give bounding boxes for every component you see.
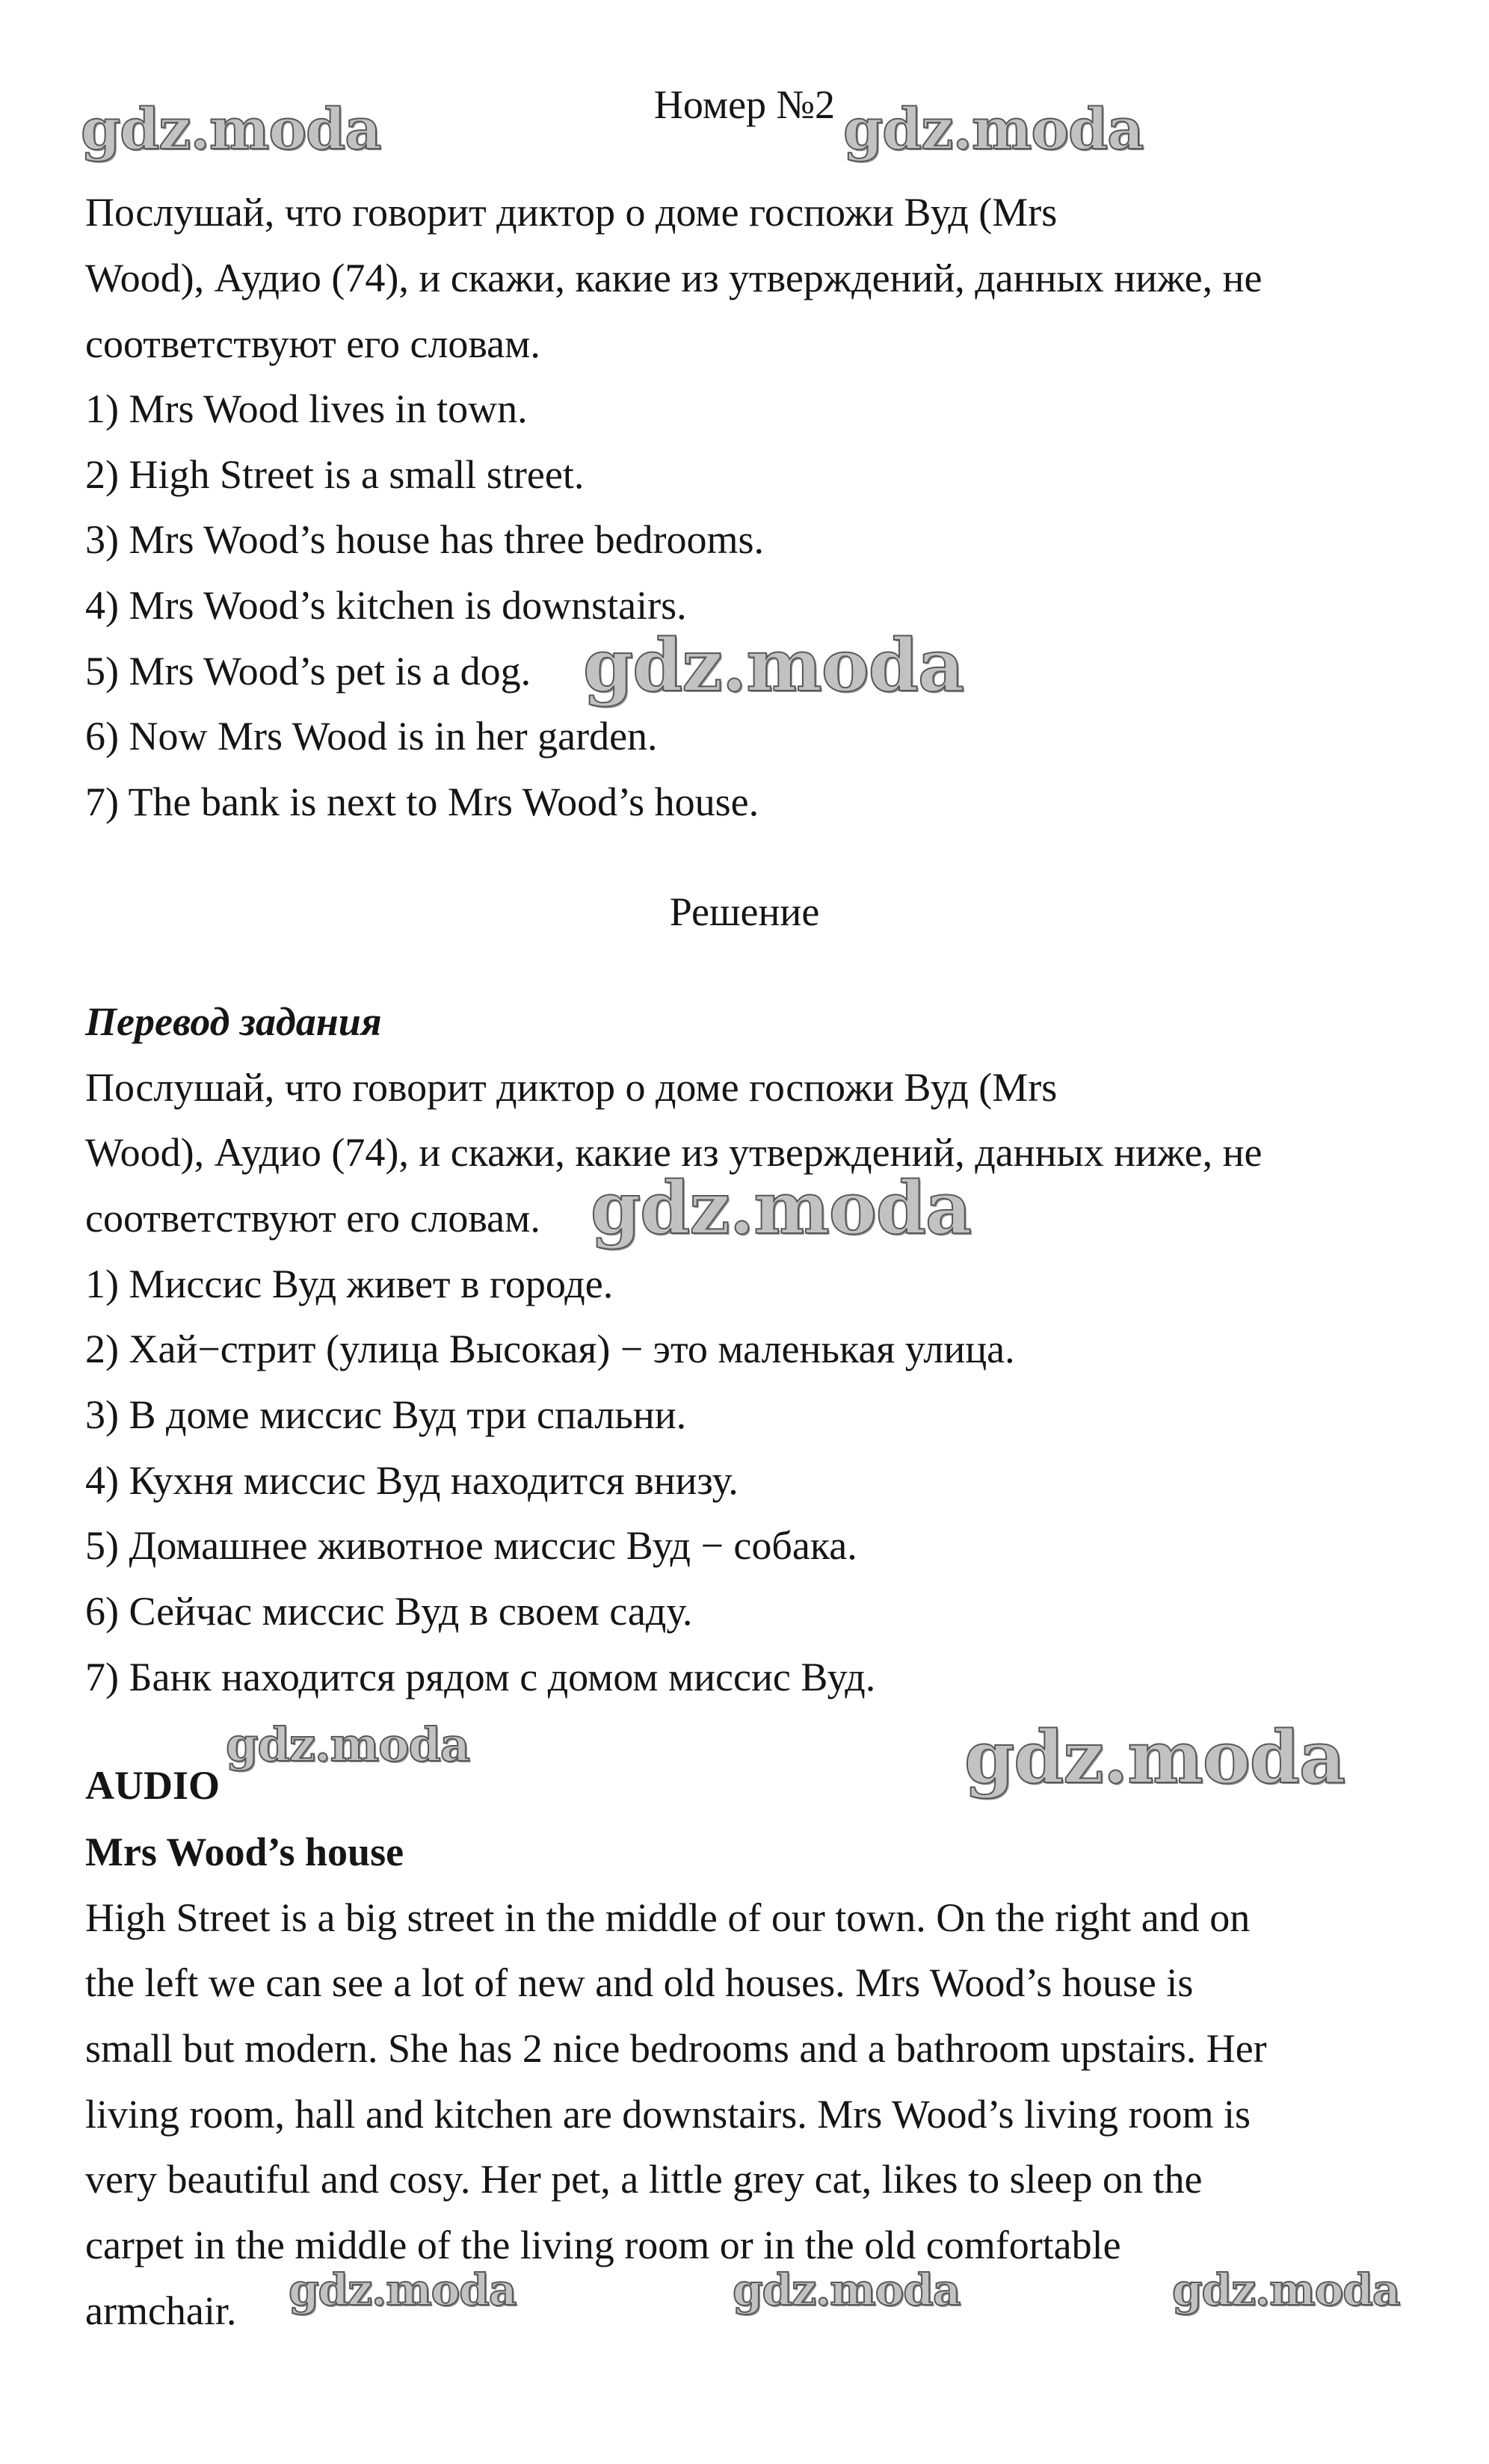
audio-text-line: living room, hall and kitchen are downstairs. Mrs Wood’s living room is <box>85 2092 1251 2137</box>
page-title: Номер №2 <box>653 82 836 127</box>
task-intro-line: Wood), Аудио (74), и скажи, какие из утверждений, данных ниже, не <box>85 256 1263 300</box>
solution-heading: Решение <box>669 889 820 934</box>
watermark: gdz.moda <box>591 1166 972 1250</box>
audio-text-line: small but modern. She has 2 nice bedrooms and a bathroom upstairs. Her <box>85 2026 1267 2071</box>
translation-item: 7) Банк находится рядом с домом миссис Вуд. <box>85 1655 876 1699</box>
translation-item: 6) Сейчас миссис Вуд в своем саду. <box>85 1589 693 1634</box>
translation-item: 2) Хай−стрит (улица Высокая) − это маленькая улица. <box>85 1327 1015 1371</box>
statement-item: 2) High Street is a small street. <box>85 452 585 497</box>
translation-item: 4) Кухня миссис Вуд находится внизу. <box>85 1458 739 1503</box>
audio-title: Mrs Wood’s house <box>85 1830 404 1874</box>
statement-item: 1) Mrs Wood lives in town. <box>85 386 528 431</box>
audio-text-line: the left we can see a lot of new and old houses. Mrs Wood’s house is <box>85 1960 1194 2005</box>
translation-intro-line: Wood), Аудио (74), и скажи, какие из утверждений, данных ниже, не <box>85 1130 1263 1175</box>
watermark: gdz.moda <box>1172 2264 1400 2315</box>
statement-item: 3) Mrs Wood’s house has three bedrooms. <box>85 517 765 562</box>
task-intro-line: соответствуют его словам. <box>85 321 540 366</box>
translation-intro-line: Послушай, что говорит диктор о доме госпожи Вуд (Mrs <box>85 1065 1058 1110</box>
watermark: gdz.moda <box>226 1717 469 1772</box>
statement-item: 5) Mrs Wood’s pet is a dog. <box>85 649 531 694</box>
task-intro-line: Послушай, что говорит диктор о доме госпожи Вуд (Mrs <box>85 190 1058 235</box>
translation-item: 5) Домашнее животное миссис Вуд − собака. <box>85 1523 857 1568</box>
audio-label: AUDIO <box>85 1763 221 1808</box>
statement-item: 4) Mrs Wood’s kitchen is downstairs. <box>85 583 687 628</box>
watermark: gdz.moda <box>843 96 1144 162</box>
translation-heading: Перевод задания <box>85 999 382 1044</box>
statement-item: 7) The bank is next to Mrs Wood’s house. <box>85 779 759 824</box>
audio-text-line: High Street is a big street in the middle of our town. On the right and on <box>85 1895 1251 1940</box>
translation-intro-line: соответствуют его словам. <box>85 1196 540 1241</box>
watermark: gdz.moda <box>289 2264 517 2315</box>
watermark: gdz.moda <box>964 1715 1345 1800</box>
audio-text-line: armchair. <box>85 2288 237 2333</box>
watermark: gdz.moda <box>81 96 381 162</box>
statement-item: 6) Now Mrs Wood is in her garden. <box>85 714 658 759</box>
audio-text-line: very beautiful and cosy. Her pet, a little grey cat, likes to sleep on the <box>85 2157 1203 2202</box>
translation-item: 1) Миссис Вуд живет в городе. <box>85 1262 614 1306</box>
translation-item: 3) В доме миссис Вуд три спальни. <box>85 1392 687 1437</box>
watermark: gdz.moda <box>583 623 964 708</box>
watermark: gdz.moda <box>733 2264 961 2315</box>
audio-text-line: carpet in the middle of the living room or in the old comfortable <box>85 2223 1121 2267</box>
